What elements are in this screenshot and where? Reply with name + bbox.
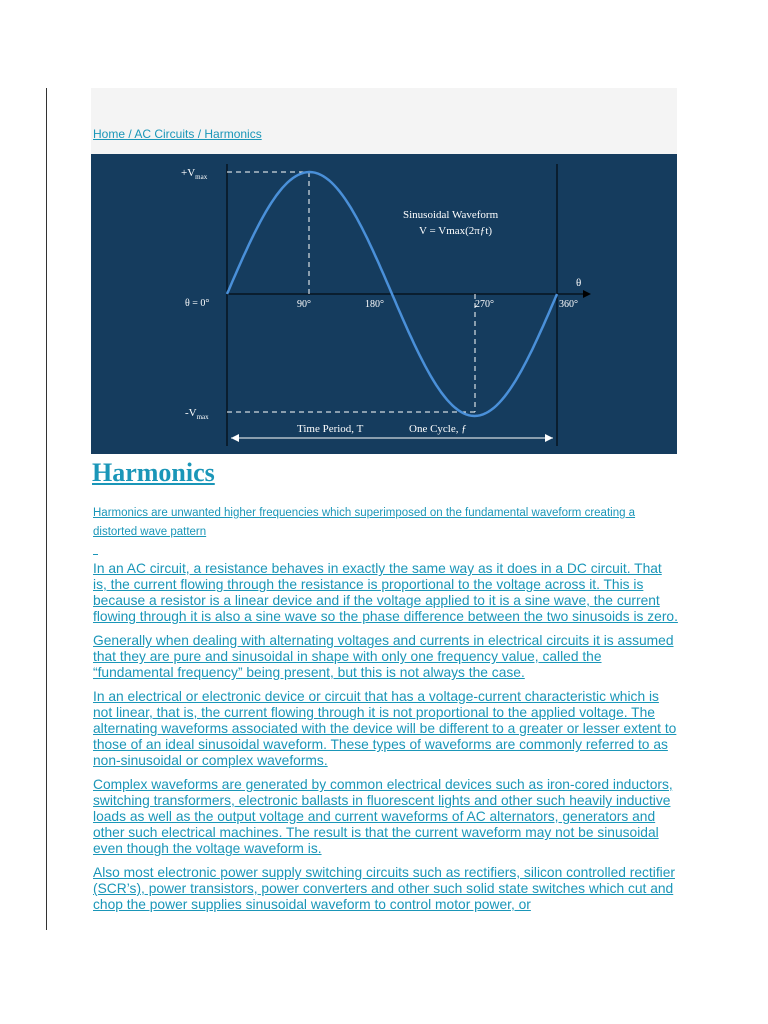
axis-arrow <box>583 290 591 298</box>
theta-zero-label: θ = 0° <box>185 298 210 309</box>
paragraph[interactable]: In an AC circuit, a resistance behaves in exactly the same way as it does in a DC circuit. That is, the current flowing through the resistance is proportional to the voltage across it. This is because a resistor is a linear device and if the voltage applied to it is a sine wave, the current flowing through it is also a sine wave so the phase difference between the two sinusoids is zero. <box>93 561 678 624</box>
paragraph[interactable]: Also most electronic power supply switching circuits such as rectifiers, silicon controlled rectifier (SCR’s), power transistors, power converters and other such solid state switches which cut and chop the power supplies sinusoidal waveform to control motor power, or <box>93 865 675 912</box>
vmax-neg-label: $-V_{max}$ <box>185 407 209 421</box>
waveform-title: Sinusoidal Waveform <box>403 209 499 221</box>
sine-waveform-diagram <box>91 154 677 454</box>
axis-symbol: θ <box>576 277 582 289</box>
vmax-pos-label: $+V_{max}$ <box>181 167 208 181</box>
period-arrow-right <box>545 434 553 442</box>
page-margin-line <box>46 88 47 930</box>
paragraph[interactable]: In an electrical or electronic device or circuit that has a voltage-current characteristic which is not linear, that is, the current flowing through it is not proportional to the applied voltage. The alternating waveforms associated with the device will be different to a greater or lesser extent to those of an ideal sinusoidal waveform. These types of waveforms are commonly referred to as non-sinusoidal or complex waveforms. <box>93 689 677 768</box>
sine-waveform-figure <box>91 154 677 454</box>
paragraph[interactable]: Generally when dealing with alternating voltages and currents in electrical circuits it is assumed that they are pure and sinusoidal in shape with only one frequency value, called the “fundamental frequency” being present, but this is not always the case. <box>93 633 674 680</box>
paragraph[interactable]: Complex waveforms are generated by common electrical devices such as iron-cored inductors, switching transformers, electronic ballasts in fluorescent lights and other such heavily inductive loads as well as the output voltage and current waveforms of AC alternators, generators and other such electrical machines. The result is that the current waveform may not be sinusoidal even though the voltage waveform is. <box>93 777 673 856</box>
document-page <box>91 88 677 921</box>
time-period-label: Time Period, T <box>297 423 364 435</box>
one-cycle-label: One Cycle, ƒ <box>409 423 467 435</box>
waveform-equation: V = Vmax(2πƒt) <box>419 225 493 237</box>
small-divider <box>93 554 98 555</box>
breadcrumb[interactable]: Home / AC Circuits / Harmonics <box>93 127 262 141</box>
article-body <box>93 561 679 913</box>
tick-360: 360° <box>559 299 578 310</box>
page-heading[interactable]: Harmonics <box>92 458 215 487</box>
intro-summary[interactable]: Harmonics are unwanted higher frequencies which superimposed on the fundamental waveform creating a distorted wave pattern <box>93 507 636 538</box>
tick-180: 180° <box>365 299 384 310</box>
period-arrow-left <box>231 434 239 442</box>
header-band <box>91 88 677 154</box>
tick-270: 270° <box>475 299 494 310</box>
tick-90: 90° <box>297 299 311 310</box>
